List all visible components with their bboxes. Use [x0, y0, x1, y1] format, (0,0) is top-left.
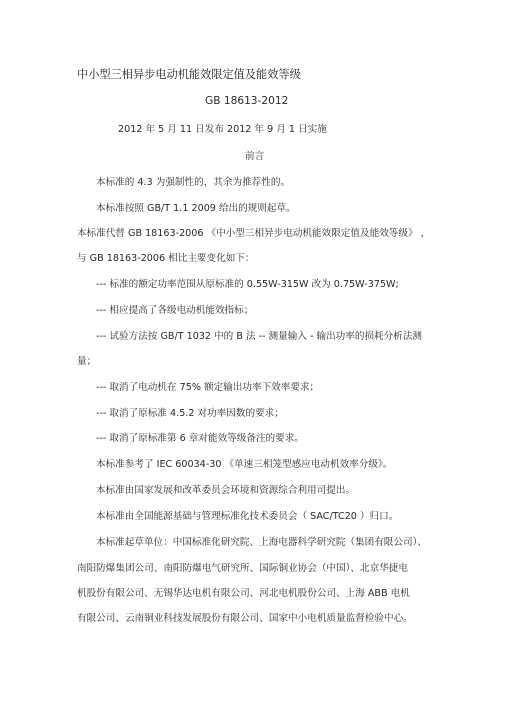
body-line: 本标准代替 GB 18163-2006 《中小型三相异步电动机能效限定值及能效等级》 ，	[77, 228, 431, 239]
body-line: 有限公司、云南铜业科技发展股份有限公司、国家中小电机质量监督检验中心。	[77, 613, 413, 624]
standard-number: GB 18613-2012	[205, 95, 289, 107]
body-line: 本标准的 4.3 为强制性的，其余为推荐性的。	[96, 177, 291, 188]
body-line: 南阳防爆集团公司、南阳防爆电气研究所、国际铜业协会（中国）、北京华捷电	[77, 563, 408, 574]
body-line: 本标准起草单位：中国标准化研究院、上海电器科学研究院（集团有限公司）、	[96, 537, 427, 548]
body-line: --- 标准的额定功率范围从原标准的 0.55W-315W 改为 0.75W-375W;	[96, 279, 399, 290]
publication-dates: 2012 年 5 月 11 日发布 2012 年 9 月 1 日实施	[118, 124, 327, 135]
body-line: 本标准参考了 IEC 60034-30 《单速三相笼型感应电动机效率分级》。	[96, 459, 393, 470]
body-line: 本标准按照 GB/T 1.1 2009 给出的规则起草。	[96, 203, 296, 214]
body-line: --- 取消了电动机在 75% 额定输出功率下效率要求；	[96, 382, 320, 393]
document-title: 中小型三相异步电动机能效限定值及能效等级	[77, 68, 301, 81]
section-heading: 前言	[245, 151, 265, 162]
body-line: 本标准由国家发展和改革委员会环境和资源综合利用司提出。	[96, 485, 356, 496]
body-line: --- 试验方法按 GB/T 1032 中的 B 法 -- 测量输入 - 输出功率的损耗分析法测	[96, 331, 423, 342]
body-line: --- 取消了原标准 4.5.2 对功率因数的要求；	[96, 408, 284, 419]
body-line: 机股份有限公司、无锡华达电机有限公司、河北电机股份公司、上海 ABB 电机	[77, 588, 410, 599]
body-line: 量；	[77, 356, 97, 367]
body-line: --- 取消了原标准第 6 章对能效等级备注的要求。	[96, 433, 304, 444]
body-line: 与 GB 18163-2006 相比主要变化如下：	[77, 253, 255, 264]
body-line: 本标准由全国能源基础与管理标准化技术委员会（ SAC/TC20 ）归口。	[96, 511, 399, 522]
body-line: --- 相应提高了各级电动机能效指标；	[96, 305, 254, 316]
